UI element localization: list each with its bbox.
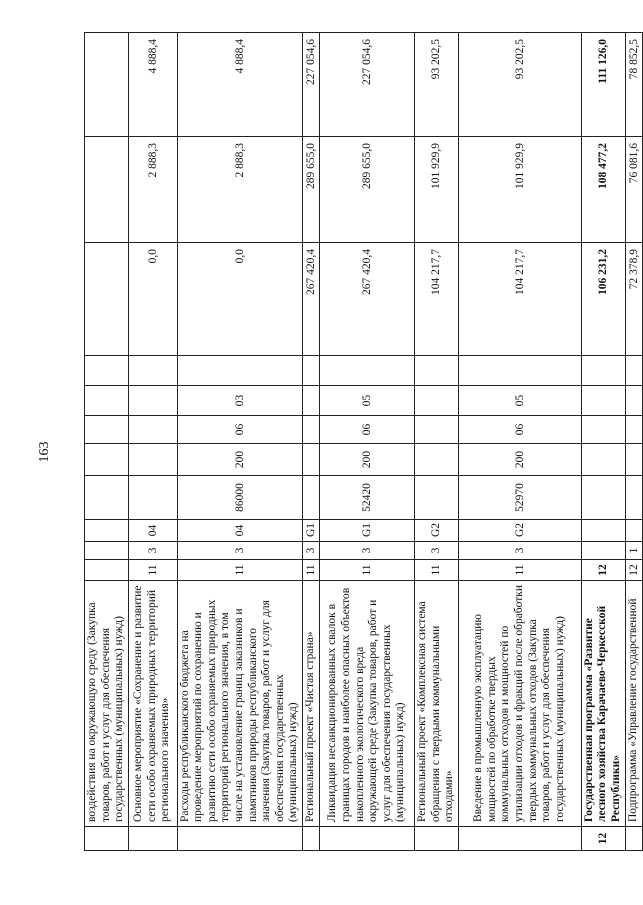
- page-number: 163: [37, 441, 52, 463]
- cell-program: 11: [302, 560, 319, 581]
- cell-section: 06: [320, 416, 415, 444]
- cell-subsection: [85, 386, 129, 416]
- cell-value-3: 4 888,4: [177, 33, 302, 137]
- cell-subprogram: [85, 542, 129, 560]
- cell-extra: [581, 356, 625, 386]
- cell-value-1: 104 217,7: [415, 243, 459, 356]
- cell-section: [302, 416, 319, 444]
- cell-event: 04: [128, 520, 177, 542]
- cell-program: 11: [177, 560, 302, 581]
- table-row: [415, 33, 459, 851]
- cell-no: [177, 827, 302, 851]
- cell-extra: [458, 356, 581, 386]
- cell-value-3: 111 126,0: [581, 33, 625, 137]
- cell-value-1: 0,0: [177, 243, 302, 356]
- table-row: [85, 33, 129, 851]
- cell-event: G1: [302, 520, 319, 542]
- cell-section: [625, 416, 642, 444]
- cell-description: Региональный проект «Чистая страна»: [302, 581, 319, 827]
- cell-expense-type: [85, 444, 129, 476]
- cell-subsection: 05: [320, 386, 415, 416]
- cell-subprogram: 3: [458, 542, 581, 560]
- cell-value-2: 101 929,9: [415, 137, 459, 243]
- cell-extra: [85, 356, 129, 386]
- cell-description: Региональный проект «Комплексная система обращения с твердыми коммунальными отходами»: [415, 581, 459, 827]
- cell-event: 04: [177, 520, 302, 542]
- cell-expense-type: 200: [458, 444, 581, 476]
- cell-no: [320, 827, 415, 851]
- cell-expense-type: [128, 444, 177, 476]
- cell-subsection: 03: [177, 386, 302, 416]
- cell-subsection: [581, 386, 625, 416]
- cell-program: 11: [128, 560, 177, 581]
- cell-value-3: 227 054,6: [320, 33, 415, 137]
- cell-value-2: 2 888,3: [128, 137, 177, 243]
- cell-extra: [128, 356, 177, 386]
- table-row: [581, 33, 625, 851]
- cell-extra: [415, 356, 459, 386]
- cell-subprogram: 3: [177, 542, 302, 560]
- cell-value-2: 289 655,0: [320, 137, 415, 243]
- cell-section: 06: [458, 416, 581, 444]
- cell-value-2: 76 081,6: [625, 137, 642, 243]
- cell-value-1: [85, 243, 129, 356]
- cell-value-3: 78 852,5: [625, 33, 642, 137]
- cell-extra: [625, 356, 642, 386]
- cell-section: 06: [177, 416, 302, 444]
- cell-extra: [320, 356, 415, 386]
- cell-direction: [581, 476, 625, 520]
- cell-subprogram: [581, 542, 625, 560]
- cell-value-2: [85, 137, 129, 243]
- cell-event: G1: [320, 520, 415, 542]
- cell-direction: [85, 476, 129, 520]
- cell-program: 11: [458, 560, 581, 581]
- cell-expense-type: [302, 444, 319, 476]
- cell-program: 12: [581, 560, 625, 581]
- cell-direction: 52420: [320, 476, 415, 520]
- cell-section: [85, 416, 129, 444]
- cell-value-2: 289 655,0: [302, 137, 319, 243]
- table-row: [128, 33, 177, 851]
- cell-value-1: 267 420,4: [302, 243, 319, 356]
- cell-value-1: 104 217,7: [458, 243, 581, 356]
- cell-value-3: 93 202,5: [415, 33, 459, 137]
- table-row: [458, 33, 581, 851]
- cell-event: [85, 520, 129, 542]
- cell-extra: [302, 356, 319, 386]
- cell-value-1: 267 420,4: [320, 243, 415, 356]
- cell-event: G2: [458, 520, 581, 542]
- cell-value-3: 227 054,6: [302, 33, 319, 137]
- cell-expense-type: 200: [320, 444, 415, 476]
- cell-value-1: 72 378,9: [625, 243, 642, 356]
- cell-program: 11: [320, 560, 415, 581]
- cell-value-3: 4 888,4: [128, 33, 177, 137]
- cell-value-2: 101 929,9: [458, 137, 581, 243]
- cell-section: [581, 416, 625, 444]
- cell-subprogram: 1: [625, 542, 642, 560]
- cell-subsection: 05: [458, 386, 581, 416]
- cell-value-1: 0,0: [128, 243, 177, 356]
- cell-value-2: 2 888,3: [177, 137, 302, 243]
- cell-subprogram: 3: [128, 542, 177, 560]
- cell-direction: [302, 476, 319, 520]
- cell-value-3: [85, 33, 129, 137]
- table-row: [177, 33, 302, 851]
- cell-value-1: 106 231,2: [581, 243, 625, 356]
- cell-event: G2: [415, 520, 459, 542]
- cell-no: [415, 827, 459, 851]
- cell-no: [458, 827, 581, 851]
- cell-program: 11: [415, 560, 459, 581]
- cell-value-2: 108 477,2: [581, 137, 625, 243]
- cell-extra: [177, 356, 302, 386]
- cell-description: Подпрограмма «Управление государственной: [625, 581, 642, 827]
- cell-no: [302, 827, 319, 851]
- table-row: [320, 33, 415, 851]
- cell-subprogram: 3: [302, 542, 319, 560]
- cell-description: Расходы республиканского бюджета на проведение мероприятий по сохранению и развитию сети особо охраняемых природных территорий регионального значения, в том числе на установление границ заказников и памятников природы республиканского значения (Закупка товаров, работ и услуг для обеспечения государственных (муниципальных) нужд): [177, 581, 302, 827]
- cell-direction: 52970: [458, 476, 581, 520]
- cell-expense-type: [625, 444, 642, 476]
- cell-expense-type: [581, 444, 625, 476]
- cell-description: воздействия на окружающую среду (Закупка товаров, работ и услуг для обеспечения государственных (муниципальных) нужд): [85, 581, 129, 827]
- cell-event: [625, 520, 642, 542]
- cell-expense-type: 200: [177, 444, 302, 476]
- cell-direction: [415, 476, 459, 520]
- cell-description: Введение в промышленную эксплуатацию мощностей по обработке твердых коммунальных отходов и мощностей по утилизации отходов и фракций после обработки твердых коммунальных отходов (Закупка товаров, работ и услуг для обеспечения государственных (муниципальных) нужд): [458, 581, 581, 827]
- cell-subsection: [302, 386, 319, 416]
- table-row: [625, 33, 642, 851]
- cell-event: [581, 520, 625, 542]
- cell-no: [625, 827, 642, 851]
- cell-description: Государственная программа «Развитие лесного хозяйства Карачаево-Черкесской Республики»: [581, 581, 625, 827]
- cell-subsection: [128, 386, 177, 416]
- cell-subsection: [415, 386, 459, 416]
- cell-no: 12: [581, 827, 625, 851]
- cell-program: [85, 560, 129, 581]
- cell-subprogram: 3: [415, 542, 459, 560]
- table-row: [302, 33, 319, 851]
- cell-section: [415, 416, 459, 444]
- cell-subprogram: 3: [320, 542, 415, 560]
- cell-no: [85, 827, 129, 851]
- cell-direction: 86000: [177, 476, 302, 520]
- cell-value-3: 93 202,5: [458, 33, 581, 137]
- cell-section: [128, 416, 177, 444]
- cell-direction: [128, 476, 177, 520]
- budget-table: [84, 32, 643, 851]
- cell-description: Основное мероприятие «Сохранение и развитие сети особо охраняемых природных территорий регионального значения»: [128, 581, 177, 827]
- cell-no: [128, 827, 177, 851]
- cell-expense-type: [415, 444, 459, 476]
- cell-description: Ликвидация несанкционированных свалок в границах городов и наиболее опасных объектов накопленного экологического вреда окружающей среде (Закупка товаров, работ и услуг для обеспечения государственных (муниципальных) нужд): [320, 581, 415, 827]
- cell-subsection: [625, 386, 642, 416]
- cell-program: 12: [625, 560, 642, 581]
- cell-direction: [625, 476, 642, 520]
